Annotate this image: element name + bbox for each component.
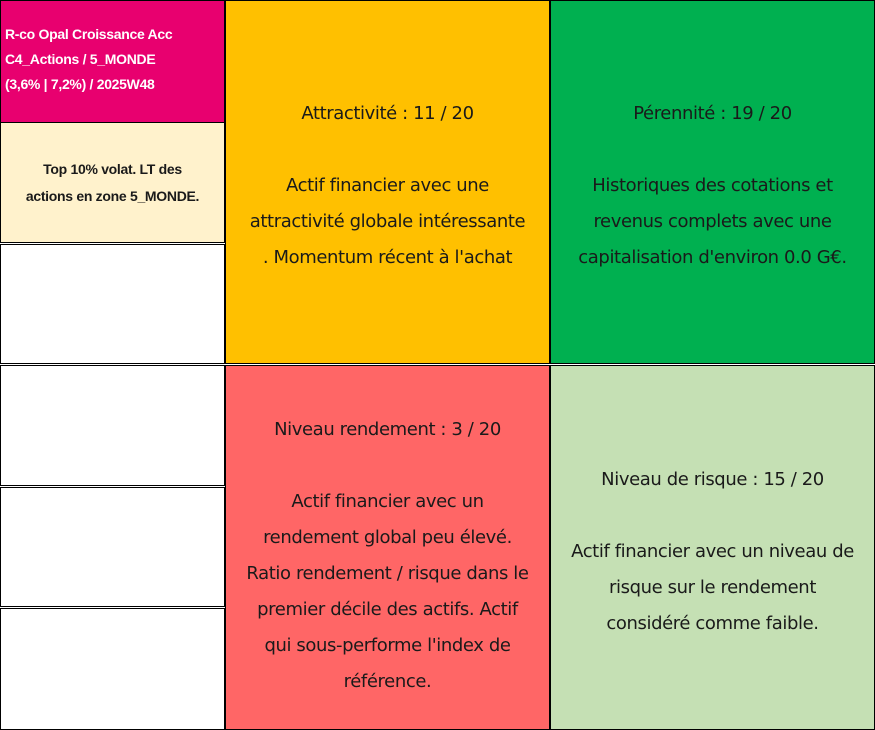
rendement-panel: [225, 365, 550, 730]
rendement-text-line-3: Ratio rendement / risque dans le: [246, 562, 529, 584]
attractivite-text-line-2: attractivité globale intéressante: [249, 211, 526, 232]
volatility-note-cell: [0, 122, 225, 243]
fund-stats: (3,6% | 7,2%) / 2025W48: [5, 76, 155, 92]
attractivite-text-line-1: Actif financier avec une: [286, 175, 489, 196]
empty-cell: [0, 244, 225, 364]
risque-text-line-1: Actif financier avec un niveau de: [571, 540, 854, 562]
fund-category: C4_Actions / 5_MONDE: [5, 51, 156, 67]
rendement-score: Niveau rendement : 3 / 20: [274, 418, 501, 440]
rendement-text-line-6: référence.: [343, 670, 432, 692]
rendement-text-line-4: premier décile des actifs. Actif: [257, 598, 518, 620]
perennite-panel: [550, 0, 875, 364]
attractivite-text-line-3: . Momentum récent à l'achat: [262, 247, 513, 268]
empty-cell: [0, 608, 225, 730]
perennite-text-line-2: revenus complets avec une: [593, 211, 832, 232]
attractivite-score: Attractivité : 11 / 20: [301, 103, 474, 124]
risque-panel: [550, 365, 875, 730]
perennite-text-line-1: Historiques des cotations et: [592, 175, 833, 196]
rendement-text-line-1: Actif financier avec un: [291, 490, 484, 512]
empty-cell: [0, 365, 225, 486]
attractivite-panel: [225, 0, 550, 364]
volatility-note-line-2: actions en zone 5_MONDE.: [25, 187, 200, 204]
fund-name: R-co Opal Croissance Acc: [5, 26, 173, 42]
rendement-text-line-2: rendement global peu élevé.: [263, 526, 512, 548]
volatility-note-line-1: Top 10% volat. LT des: [43, 160, 182, 177]
risque-text-line-2: risque sur le rendement: [609, 576, 816, 598]
perennite-text-line-3: capitalisation d'environ 0.0 G€.: [578, 247, 847, 268]
rendement-text-line-5: qui sous-performe l'index de: [264, 634, 511, 656]
empty-cell: [0, 487, 225, 607]
perennite-score: Pérennité : 19 / 20: [633, 103, 792, 124]
risque-text-line-3: considéré comme faible.: [606, 612, 819, 634]
fund-identity-cell: [0, 0, 225, 123]
risque-score: Niveau de risque : 15 / 20: [601, 468, 824, 490]
